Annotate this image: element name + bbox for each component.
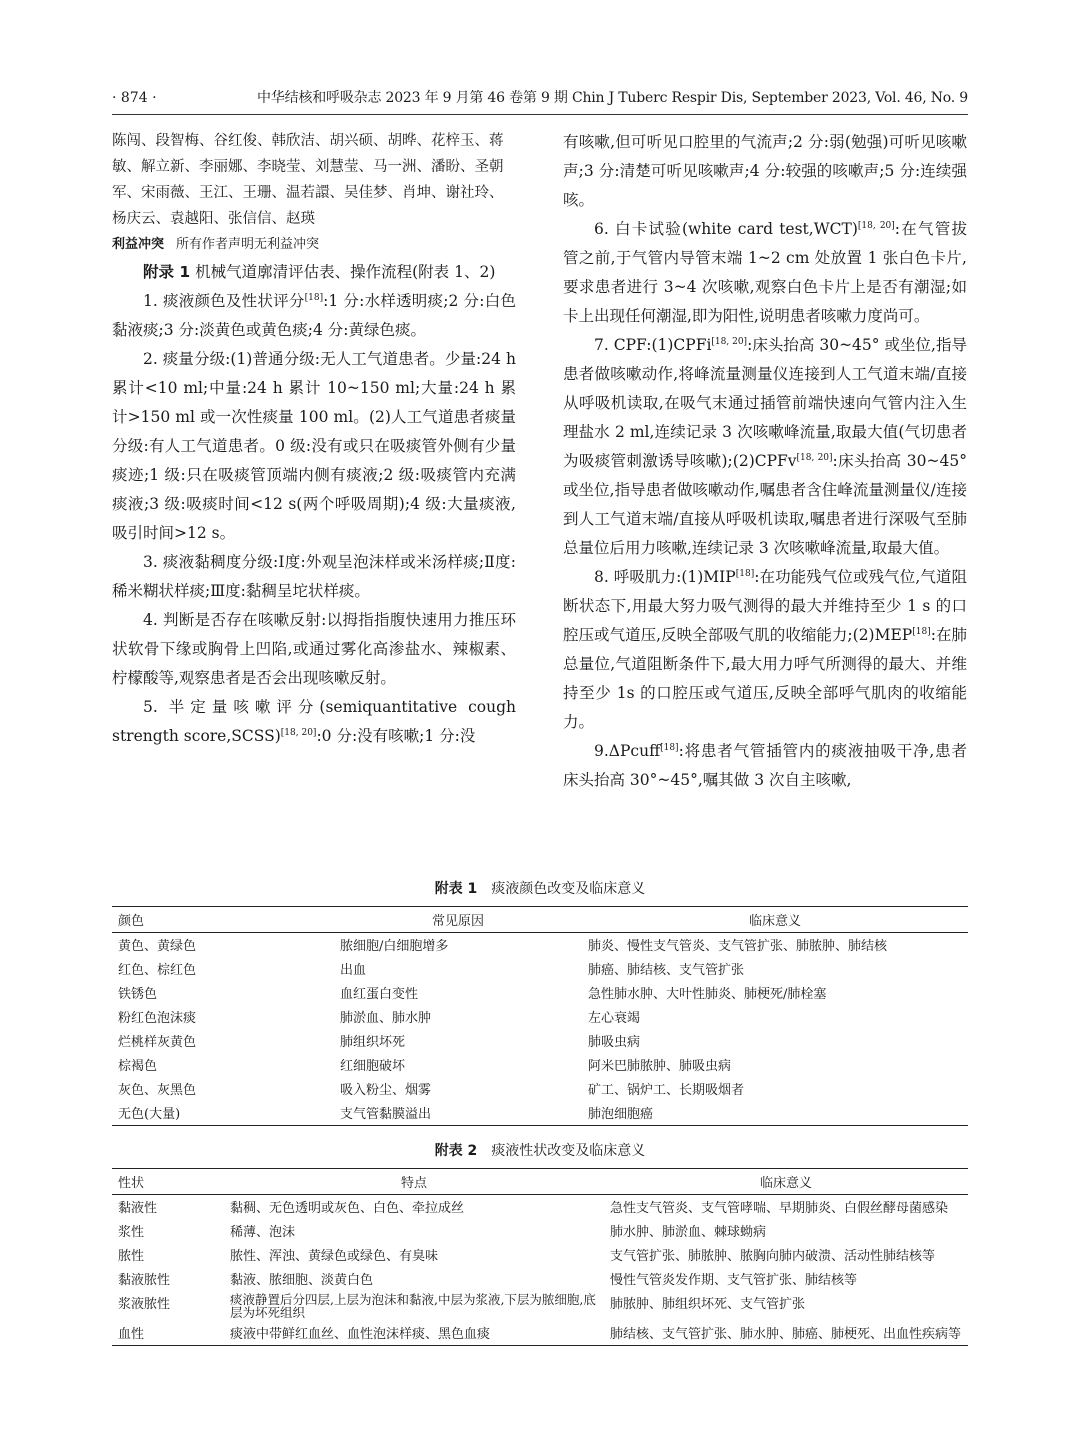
- p6-text-a: 6. 白卡试验(white card test,WCT): [594, 220, 858, 238]
- running-header: [112, 86, 968, 110]
- citation-ref: [18]: [735, 568, 755, 579]
- table-row: [112, 1029, 968, 1053]
- paragraph-5-continued: 有咳嗽,但可听见口腔里的气流声;2 分:弱(勉强)可听见咳嗽声;3 分:清楚可听见咳嗽声;4 分:较强的咳嗽声;5 分:连续强咳。: [563, 133, 967, 209]
- p6-text-b: :在气管拔管之前,于气管内导管末端 1~2 cm 处放置 1 张白色卡片,要求患者进行 3~4 次咳嗽,观察白色卡片上是否有潮湿;如卡上出现任何潮湿,即为阳性,说明患者咳嗽力度尚可。: [563, 220, 967, 325]
- table-cell: 脓细胞/白细胞增多: [340, 939, 449, 954]
- table-cell: 粉红色泡沫痰: [118, 1011, 197, 1026]
- table-cell: 出血: [340, 963, 367, 978]
- table-sputum-color: [112, 906, 968, 1126]
- table-cell: 血红蛋白变性: [340, 987, 419, 1002]
- table-cell: 肺脓肿、肺组织坏死、支气管扩张: [610, 1297, 806, 1312]
- table-header-cell: 临床意义: [604, 1169, 968, 1195]
- table-cell: 脓性、浑浊、黄绿色或绿色、有臭味: [230, 1249, 439, 1264]
- table-row: [112, 1077, 968, 1101]
- table2-label: 附表 2: [434, 1143, 478, 1159]
- right-column: [563, 128, 967, 795]
- table-cell: 肺组织坏死: [340, 1035, 406, 1050]
- table-header-cell: 临床意义: [582, 907, 968, 933]
- page-number: · 874 ·: [112, 90, 157, 106]
- table-header-cell: 颜色: [112, 907, 334, 933]
- table-cell: 无色(大量): [112, 1101, 334, 1126]
- table-cell: 肺泡细胞癌: [582, 1101, 968, 1126]
- table-cell: 黄色、黄绿色: [118, 939, 197, 954]
- p7-text-c: :床头抬高 30~45°或坐位,指导患者做咳嗽动作,嘱患者含住峰流量测量仪/连接到人工气道末端/直接从呼吸机读取,嘱患者进行深吸气至肺总量位后用力咳嗽,连续记录 3 次咳嗽峰流量,取最大值。: [563, 452, 967, 557]
- table-cell: 红色、棕红色: [118, 963, 197, 978]
- table-cell: 急性肺水肿、大叶性肺炎、肺梗死/肺栓塞: [588, 987, 827, 1002]
- table-cell: 脓性: [118, 1249, 145, 1264]
- table-row: [112, 1219, 968, 1243]
- table2-title: 痰液性状改变及临床意义: [491, 1143, 646, 1159]
- table-cell: 黏稠、无色透明或灰色、白色、牵拉成丝: [230, 1201, 465, 1216]
- table-cell: 肺水肿、肺淤血、棘球蚴病: [610, 1225, 767, 1240]
- table-cell: 肺癌、肺结核、支气管扩张: [588, 963, 745, 978]
- citation-ref: [18]: [912, 626, 931, 637]
- table-cell: 肺结核、支气管扩张、肺水肿、肺癌、肺梗死、出血性疾病等: [604, 1321, 968, 1346]
- table-cell: 支气管扩张、肺脓肿、脓胸向肺内破溃、活动性肺结核等: [610, 1249, 936, 1264]
- citation-ref: [18, 20]: [796, 452, 833, 463]
- table-cell: 肺炎、慢性支气管炎、支气管扩张、肺脓肿、肺结核: [588, 939, 888, 954]
- p1-text-a: 1. 痰液颜色及性状评分: [143, 292, 305, 310]
- p7-text-b: :床头抬高 30~45° 或坐位,指导患者做咳嗽动作,将峰流量测量仪连接到人工气道末端/直接从呼吸机读取,在吸气末通过插管前端快速向气管内注入生理盐水 2 ml,连续记录 3 次咳嗽峰流量,取最大值(气切患者为吸痰管刺激诱导咳嗽);(2)CPFv: [563, 336, 967, 470]
- table-row: [112, 1291, 968, 1321]
- table-cell: 铁锈色: [118, 987, 158, 1002]
- table-row: [112, 957, 968, 981]
- citation-ref: [18, 20]: [857, 220, 895, 231]
- table-cell: 黏液脓性: [118, 1273, 171, 1288]
- table-row: [112, 1195, 968, 1220]
- paragraph-7: [563, 331, 967, 563]
- table-header-row: [112, 1169, 968, 1195]
- author-list: 陈闯、段智梅、谷红俊、韩欣洁、胡兴硕、胡晔、花梓玉、蒋敏、解立新、李丽娜、李晓莹、刘慧莹、马一洲、潘盼、圣朝军、宋雨薇、王江、王珊、温若譞、吴佳梦、肖坤、谢社玲、杨庆云、袁越阳、张信信、赵瑛: [112, 133, 504, 227]
- citation-ref: [18]: [304, 292, 324, 303]
- citation-ref: [18]: [660, 742, 679, 753]
- appendix-text: 机械气道廓清评估表、操作流程(附表 1、2): [195, 263, 496, 281]
- table-sputum-character: [112, 1168, 968, 1346]
- coi-label: 利益冲突: [112, 237, 165, 252]
- table-cell: 棕褐色: [118, 1059, 158, 1074]
- appendix-label: 附录 1: [143, 263, 191, 281]
- table-cell: 肺吸虫病: [588, 1035, 641, 1050]
- journal-citation: 中华结核和呼吸杂志 2023 年 9 月第 46 卷第 9 期 Chin J Tuberc Respir Dis, September 2023, Vol. 46, No. 9: [257, 90, 968, 106]
- table-header-cell: 性状: [112, 1169, 224, 1195]
- table-header-cell: 常见原因: [334, 907, 582, 933]
- table-row: [112, 1053, 968, 1077]
- paragraph-1: [112, 287, 516, 345]
- p7-text-a: 7. CPF:(1)CPFi: [594, 336, 712, 354]
- citation-ref: [18, 20]: [280, 727, 317, 738]
- table-cell: 烂桃样灰黄色: [118, 1035, 197, 1050]
- table-cell: 阿米巴肺脓肿、肺吸虫病: [588, 1059, 732, 1074]
- paragraph-2: 2. 痰量分级:(1)普通分级:无人工气道患者。少量:24 h 累计<10 ml;中量:24 h 累计 10~150 ml;大量:24 h 累计>150 ml 或一次性痰量 100 ml。(2)人工气道患者痰量分级:有人工气道患者。0 级:没有或只在吸痰管外侧有少量痰迹;1 级:只在吸痰管顶端内侧有痰液;2 级:吸痰管内充满痰液;3 级:吸痰时间<12 s(两个呼吸周期);4 级:大量痰液,吸引时间>12 s。: [112, 350, 516, 542]
- table1-label: 附表 1: [434, 881, 478, 897]
- table-cell: 血性: [112, 1321, 224, 1346]
- left-column: [112, 128, 516, 751]
- table-cell: 黏液、脓细胞、淡黄白色: [230, 1273, 374, 1288]
- paragraph-6: [563, 215, 967, 331]
- table-cell: 左心衰竭: [588, 1011, 641, 1026]
- table-cell: 痰液静置后分四层,上层为泡沫和黏液,中层为浆液,下层为脓细胞,底层为坏死组织: [230, 1292, 596, 1320]
- table-row: [112, 1267, 968, 1291]
- conflict-of-interest: [112, 232, 516, 258]
- paragraph-3: 3. 痰液黏稠度分级:Ⅰ度:外观呈泡沫样或米汤样痰;Ⅱ度:稀米糊状样痰;Ⅲ度:黏稠呈坨状样痰。: [112, 553, 516, 600]
- table-cell: 浆液脓性: [118, 1297, 171, 1312]
- table1-caption: [112, 878, 968, 900]
- table-row: [112, 1101, 968, 1126]
- table1-title: 痰液颜色改变及临床意义: [491, 881, 646, 897]
- coi-text: 所有作者声明无利益冲突: [176, 237, 320, 252]
- table-row: [112, 981, 968, 1005]
- paragraph-8: [563, 563, 967, 737]
- table-row: [112, 1243, 968, 1267]
- table-cell: 痰液中带鲜红血丝、血性泡沫样痰、黑色血痰: [224, 1321, 604, 1346]
- table-cell: 黏液性: [118, 1201, 158, 1216]
- p9-text-b: :将患者气管插管内的痰液抽吸干净,患者床头抬高 30°~45°,嘱其做 3 次自主咳嗽,: [563, 742, 967, 789]
- table-header-row: [112, 907, 968, 933]
- table-cell: 灰色、灰黑色: [118, 1083, 197, 1098]
- table-cell: 红细胞破坏: [340, 1059, 406, 1074]
- table-cell: 矿工、锅炉工、长期吸烟者: [588, 1083, 745, 1098]
- p5-text-a: 5. 半定量咳嗽评分(semiquantitative cough strength score,SCSS): [112, 698, 516, 745]
- citation-ref: [18, 20]: [711, 336, 748, 347]
- table-cell: 浆性: [118, 1225, 145, 1240]
- table-cell: 稀薄、泡沫: [230, 1225, 296, 1240]
- table-cell: 支气管黏膜溢出: [334, 1101, 582, 1126]
- paragraph-5: [112, 693, 516, 751]
- p1-text-b: :1 分:水样透明痰;2 分:白色黏液痰;3 分:淡黄色或黄色痰;4 分:黄绿色痰。: [112, 292, 516, 339]
- appendix-title: [112, 258, 516, 287]
- table-cell: 慢性气管炎发作期、支气管扩张、肺结核等: [610, 1273, 858, 1288]
- paragraph-4: 4. 判断是否存在咳嗽反射:以拇指指腹快速用力推压环状软骨下缘或胸骨上凹陷,或通过雾化高渗盐水、辣椒素、柠檬酸等,观察患者是否会出现咳嗽反射。: [112, 611, 516, 687]
- header-rule: [112, 114, 968, 115]
- p8-text-b: :在功能残气位或残气位,气道阻断状态下,用最大努力吸气测得的最大并维持至少 1 s 的口腔压或气道压,反映全部吸气肌的收缩能力;(2)MEP: [563, 568, 967, 644]
- table-row: [112, 1321, 968, 1346]
- p8-text-a: 8. 呼吸肌力:(1)MIP: [594, 568, 736, 586]
- table-row: [112, 933, 968, 958]
- table2-caption: [112, 1140, 968, 1162]
- table-row: [112, 1005, 968, 1029]
- table-cell: 急性支气管炎、支气管哮喘、早期肺炎、白假丝酵母菌感染: [610, 1201, 949, 1216]
- table-header-cell: 特点: [224, 1169, 604, 1195]
- p5-text-b: :0 分:没有咳嗽;1 分:没: [316, 727, 476, 745]
- p8-text-c: :在肺总量位,气道阻断条件下,最大用力呼气所测得的最大、并维持至少 1s 的口腔压或气道压,反映全部呼气肌肉的收缩能力。: [563, 626, 967, 731]
- p9-text-a: 9.ΔPcuff: [594, 742, 661, 760]
- table-cell: 肺淤血、肺水肿: [340, 1011, 432, 1026]
- paragraph-9: [563, 737, 967, 795]
- table-cell: 吸入粉尘、烟雾: [340, 1083, 432, 1098]
